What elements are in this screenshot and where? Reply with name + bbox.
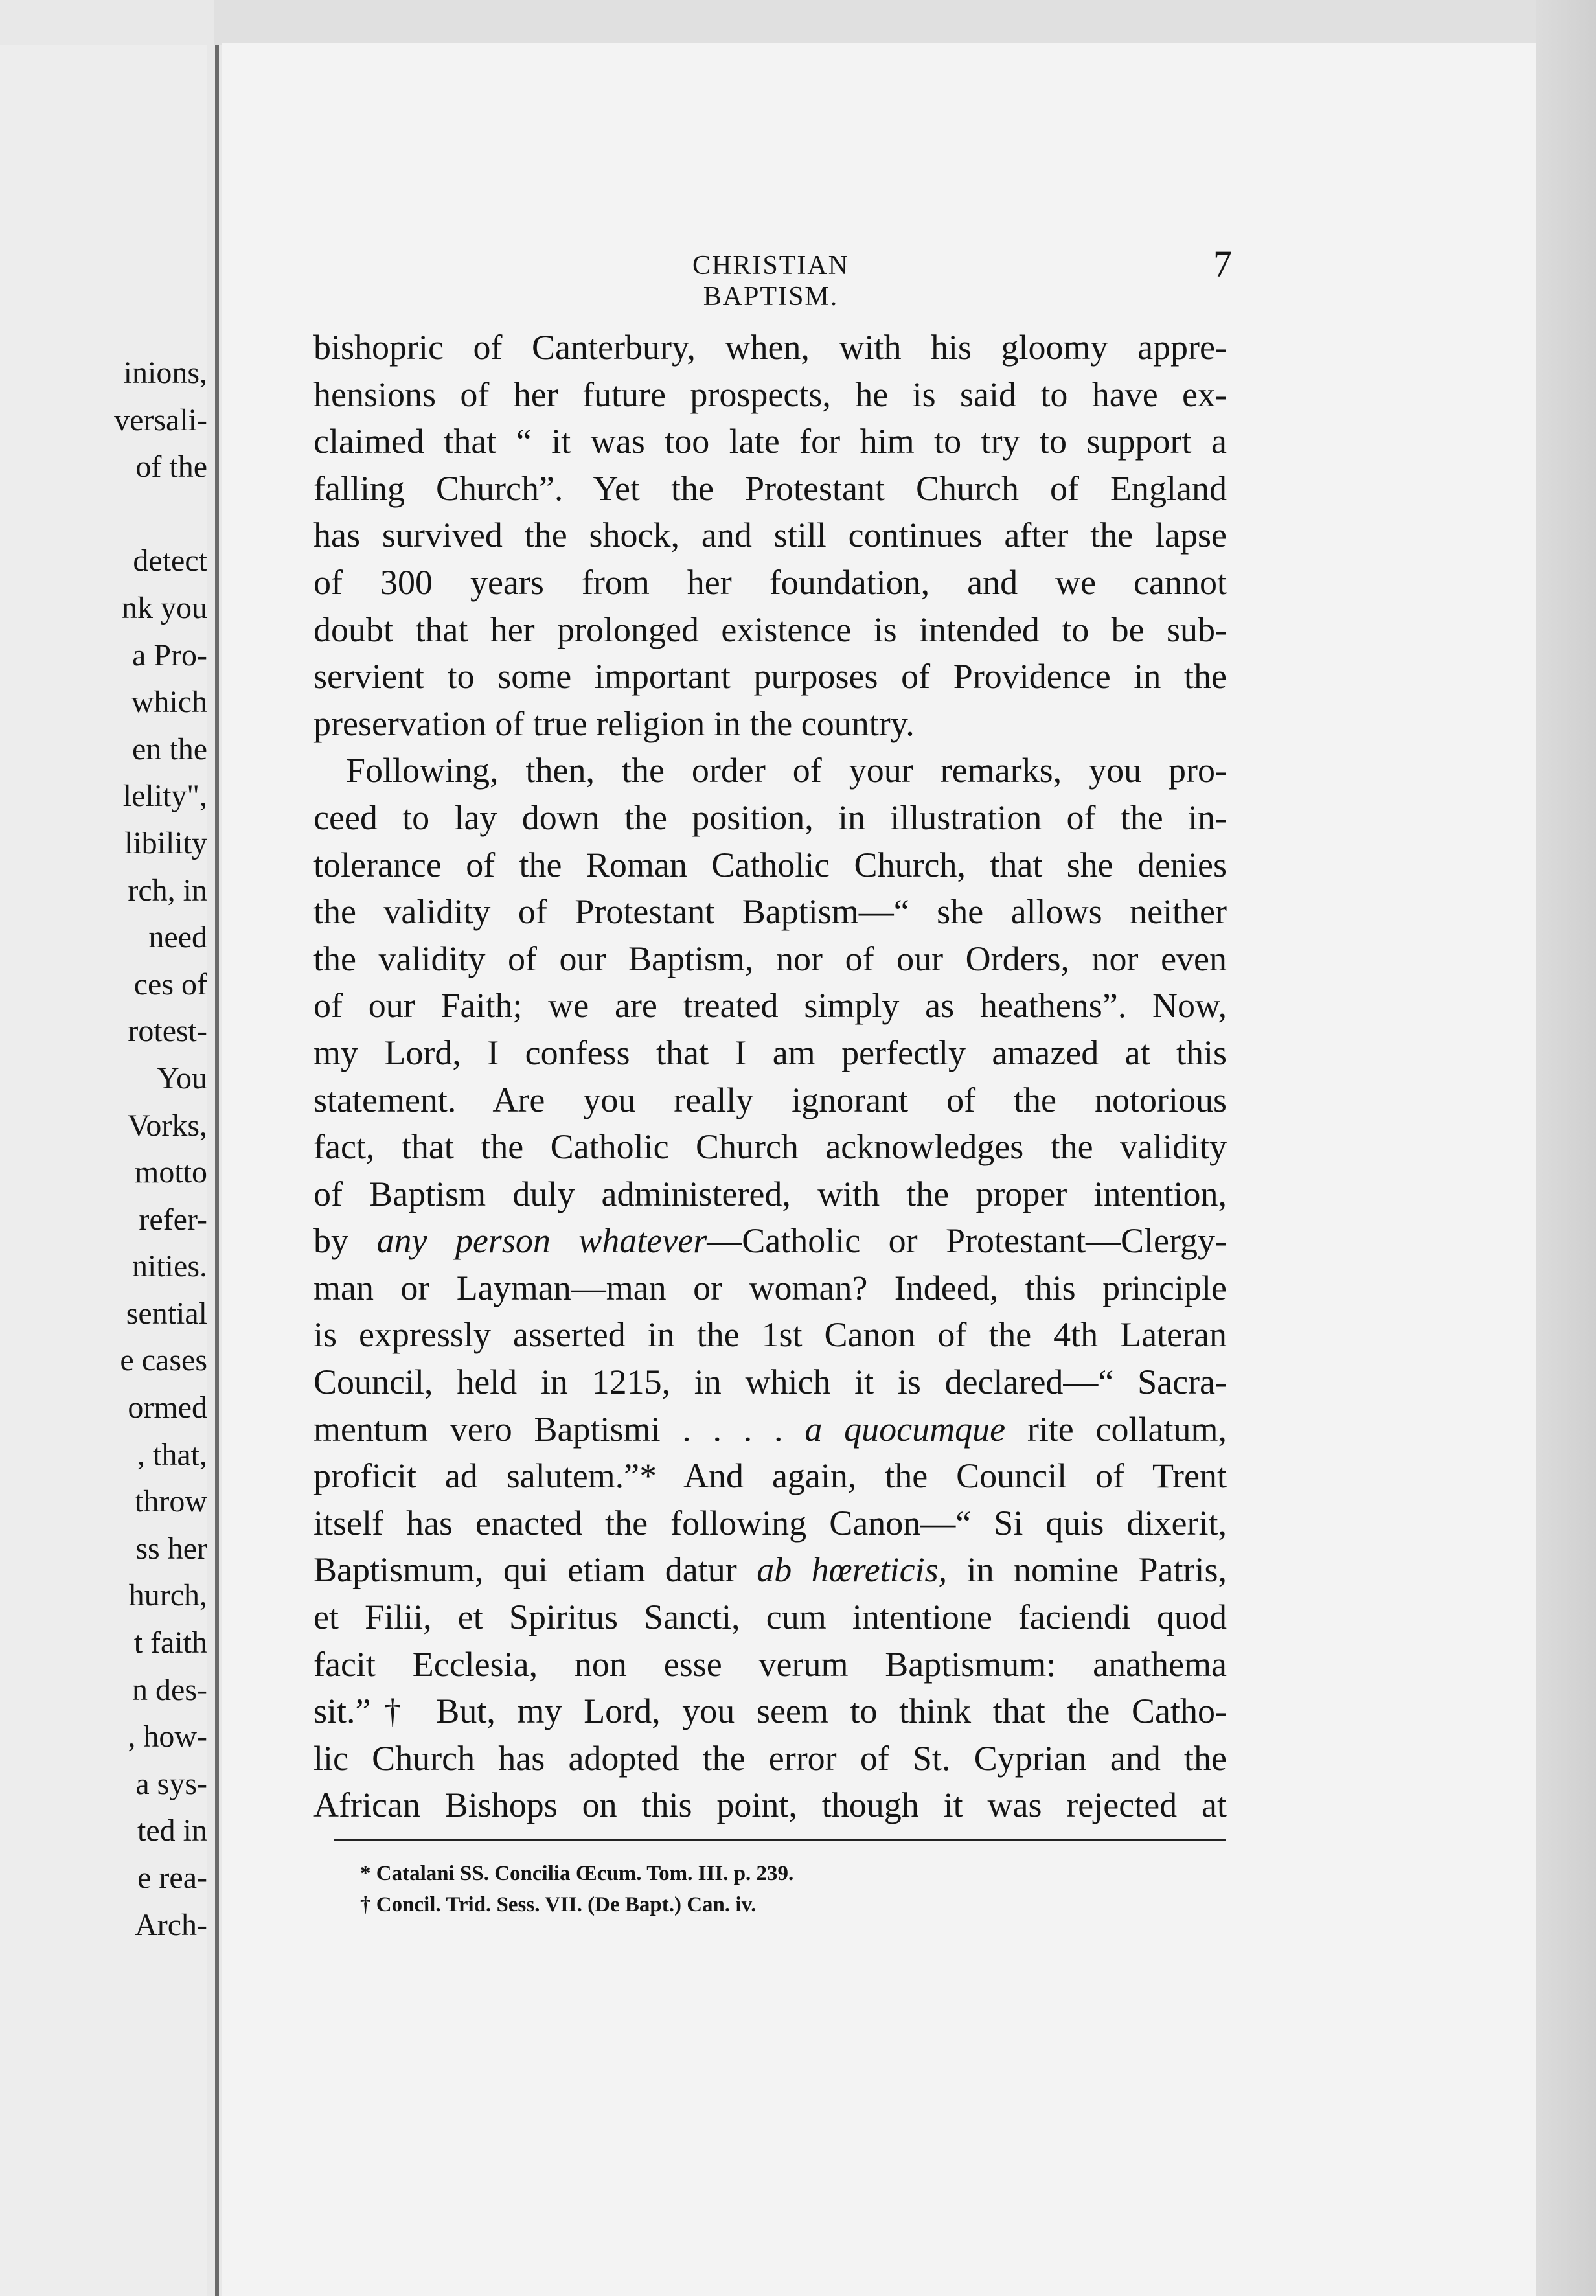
facing-page-line-fragment: ss her (135, 1531, 207, 1566)
body-text (314, 324, 1227, 1829)
facing-page-line-fragment: detect (133, 544, 207, 579)
italic-phrase: a quocumque (804, 1409, 1006, 1449)
text-line (314, 1406, 1227, 1453)
facing-page-line-fragment: ormed (128, 1390, 207, 1425)
facing-page-line-fragment: which (131, 685, 207, 720)
footnotes (360, 1858, 1202, 1920)
facing-page-line-fragment: e rea- (137, 1861, 207, 1895)
italic-phrase: ab hœreticis, (757, 1550, 948, 1590)
facing-page-line-fragment: of the (135, 450, 207, 485)
facing-page-line-fragment: need (148, 920, 207, 955)
text-line: ceed to lay down the position, in illustration of the in- (314, 798, 1227, 837)
facing-page-line-fragment: nities. (132, 1249, 207, 1284)
text-line (314, 1217, 1227, 1265)
text-line: Council, held in 1215, in which it is declared—“ Sacra- (314, 1362, 1227, 1402)
text-run: —Catholic or Protestant—Clergy- (707, 1221, 1227, 1261)
text-run: by (314, 1221, 377, 1261)
facing-page-line-fragment: libility (124, 825, 207, 860)
facing-page-line-fragment: t faith (133, 1625, 207, 1660)
text-line: facit Ecclesia, non esse verum Baptismum: anathema (314, 1644, 1227, 1684)
text-run: Baptismum, qui etiam datur (314, 1550, 757, 1590)
text-line: itself has enacted the following Canon—“ Si quis dixerit, (314, 1503, 1227, 1543)
facing-page-line-fragment (13, 491, 207, 538)
paragraph (314, 747, 1227, 1829)
footnote: † Concil. Trid. Sess. VII. (De Bapt.) Can. iv. (360, 1893, 757, 1916)
facing-page-line-fragment: Vorks, (127, 1108, 207, 1143)
text-run: rite collatum, (1005, 1409, 1227, 1449)
text-line: fact, that the Catholic Church acknowledges the validity (314, 1127, 1227, 1167)
text-line: lic Church has adopted the error of St. Cyprian and the (314, 1738, 1227, 1778)
facing-page-line-fragment: versali- (114, 402, 207, 437)
text-line: doubt that her prolonged existence is intended to be sub- (314, 610, 1227, 649)
facing-page-line-fragment: n des- (132, 1672, 207, 1707)
text-line: the validity of Protestant Baptism—“ she allows neither (314, 892, 1227, 932)
text-run: mentum vero Baptismi . . . . (314, 1409, 805, 1449)
facing-page-line-fragment: , how- (128, 1719, 207, 1754)
facing-page-line-fragment: rch, in (128, 873, 207, 908)
facing-page-line-fragment: rotest- (128, 1014, 207, 1049)
text-line: of 300 years from her foundation, and we cannot (314, 562, 1227, 602)
facing-page-line-fragment: throw (135, 1484, 207, 1519)
text-line: statement. Are you really ignorant of the notorious (314, 1080, 1227, 1119)
facing-page-line-fragment: ces of (133, 967, 207, 1002)
text-line: preservation of true religion in the country. (314, 704, 915, 743)
text-line: claimed that “ it was too late for him to try to support a (314, 422, 1227, 461)
facing-page-line-fragment: a sys- (135, 1766, 207, 1801)
paragraph (314, 324, 1227, 747)
facing-page-line-fragment: motto (134, 1155, 207, 1190)
scan-top-margin (214, 0, 1596, 45)
facing-page-line-fragment: en the (132, 731, 207, 766)
text-line: is expressly asserted in the 1st Canon of the 4th Lateran (314, 1315, 1227, 1355)
text-line: tolerance of the Roman Catholic Church, that she denies (314, 845, 1227, 884)
text-line: hensions of her future prospects, he is said to have ex- (314, 374, 1227, 414)
text-line: falling Church”. Yet the Protestant Church of England (314, 468, 1227, 508)
text-line: bishopric of Canterbury, when, with his gloomy appre- (314, 328, 1227, 367)
footnote-rule (334, 1839, 1226, 1841)
facing-page-line-fragment: , that, (137, 1437, 207, 1472)
text-line: African Bishops on this point, though it was rejected at (314, 1785, 1227, 1825)
text-line: Following, then, the order of your remarks, you pro- (346, 751, 1227, 790)
facing-page-line-fragment: a Pro- (132, 637, 207, 672)
running-head: CHRISTIAN BAPTISM. (692, 251, 849, 312)
facing-page-line-fragment: ted in (137, 1813, 207, 1848)
text-line: the validity of our Baptism, nor of our Orders, nor even (314, 939, 1227, 978)
text-line: of our Faith; we are treated simply as heathens”. Now, (314, 986, 1227, 1026)
facing-page-edge (0, 45, 207, 2296)
facing-page-text-fragments (13, 350, 207, 1949)
facing-page-line-fragment: refer- (139, 1202, 207, 1237)
page-fore-edge (1536, 0, 1596, 2296)
binding-gutter-line (215, 45, 219, 2296)
facing-page-line-fragment: inions, (123, 356, 207, 390)
text-run: in nomine Patris, (947, 1550, 1227, 1590)
text-line: my Lord, I confess that I am perfectly amazed at this (314, 1033, 1227, 1072)
text-line: proficit ad salutem.”* And again, the Council of Trent (314, 1456, 1227, 1496)
facing-page-line-fragment: e cases (120, 1343, 207, 1378)
text-line: has survived the shock, and still continues after the lapse (314, 516, 1227, 555)
facing-page-line-fragment: nk you (122, 590, 207, 625)
facing-page-line-fragment: Arch- (135, 1907, 207, 1942)
facing-page-line-fragment: sential (126, 1296, 207, 1331)
text-line: et Filii, et Spiritus Sancti, cum intentione faciendi quod (314, 1598, 1227, 1637)
italic-phrase: any person whatever (376, 1221, 707, 1261)
text-line: sit.”† But, my Lord, you seem to think that the Catho- (314, 1692, 1227, 1731)
text-line (314, 1546, 1227, 1594)
text-line: of Baptism duly administered, with the proper intention, (314, 1174, 1227, 1213)
footnote: * Catalani SS. Concilia Œcum. Tom. III. p. 239. (360, 1862, 794, 1885)
facing-page-line-fragment: hurch, (128, 1578, 207, 1613)
text-line: servient to some important purposes of Providence in the (314, 657, 1227, 696)
facing-page-line-fragment: lelity", (122, 779, 207, 814)
page-number: 7 (1213, 243, 1232, 285)
facing-page-line-fragment: You (157, 1061, 207, 1096)
text-line: man or Layman—man or woman? Indeed, this principle (314, 1268, 1227, 1307)
